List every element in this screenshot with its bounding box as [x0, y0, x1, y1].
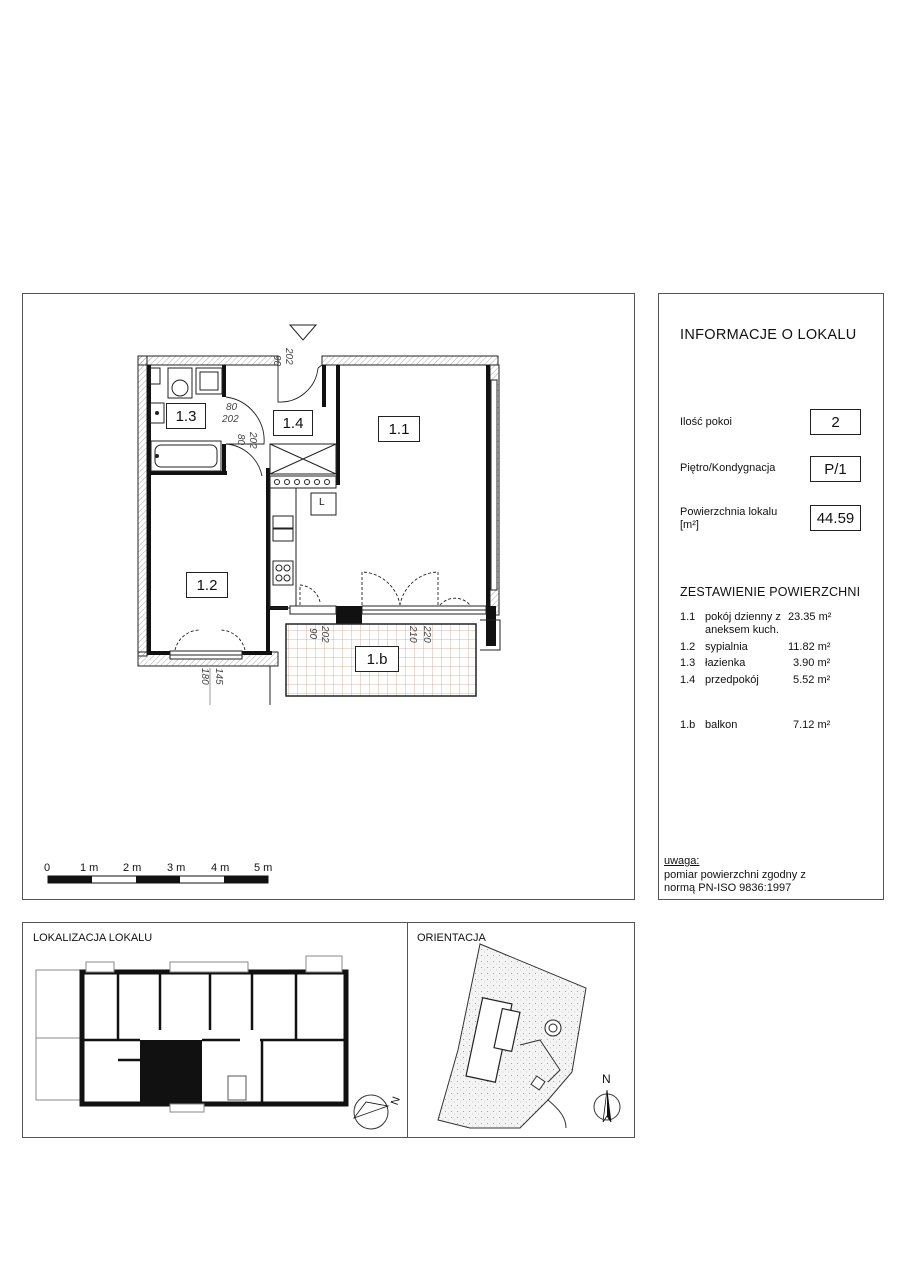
summary-row-name: przedpokój	[705, 674, 759, 686]
big-door-height: 220	[421, 626, 432, 643]
summary-row-name: balkon	[705, 719, 738, 731]
summary-row-area: 7.12 m²	[793, 719, 831, 731]
summary-row-name: łazienka	[705, 657, 746, 669]
rooms-label: Ilość pokoi	[680, 416, 732, 428]
windows	[170, 380, 497, 659]
orientation-compass-icon	[594, 1090, 620, 1122]
area-label-1: Powierzchnia lokalu	[680, 506, 778, 518]
summary-row-num: 1.3	[680, 657, 696, 669]
orientation-title: ORIENTACJA	[417, 932, 486, 944]
balcony-door-width: 90	[307, 628, 318, 640]
bath-door-width: 80	[226, 402, 238, 413]
summary-row-name: sypialnia	[705, 641, 748, 653]
location-site-plan	[36, 956, 346, 1112]
rooms-value: 2	[810, 409, 861, 435]
scale-label-0: 0	[44, 862, 51, 874]
entrance-marker	[290, 325, 316, 340]
scale-label-2: 2 m	[123, 862, 142, 874]
summary-row-area: 3.90 m²	[793, 657, 831, 669]
area-label-2: [m²]	[680, 519, 699, 531]
note-label: uwaga:	[664, 855, 700, 867]
room-label-1-3: 1.3	[166, 403, 206, 429]
entry-door-height: 202	[283, 348, 294, 365]
floor-value: P/1	[810, 456, 861, 482]
summary-row-area: 5.52 m²	[793, 674, 831, 686]
floor-label: Piętro/Kondygnacja	[680, 462, 776, 474]
window-dim-b: 145	[213, 668, 224, 685]
bed-door-height: 202	[247, 432, 258, 449]
big-door-width: 210	[407, 626, 418, 643]
balcony-door-height: 202	[319, 626, 330, 643]
summary-title: ZESTAWIENIE POWIERZCHNI	[680, 585, 861, 599]
orientation-site-plan	[438, 944, 586, 1128]
summary-row-num: 1.1	[680, 611, 696, 623]
bath-door-height: 202	[222, 414, 239, 425]
bed-door-width: 80	[235, 434, 246, 446]
summary-row-num: 1.4	[680, 674, 696, 686]
area-value: 44.59	[810, 505, 861, 531]
location-compass-n: N	[388, 1095, 403, 1107]
window-dim-a: 180	[199, 668, 210, 685]
scale-label-5: 5 m	[254, 862, 273, 874]
scale-label-4: 4 m	[211, 862, 230, 874]
note-line-2: normą PN-ISO 9836:1997	[664, 882, 792, 894]
entry-door-width: 90	[271, 355, 282, 367]
location-compass-icon	[354, 1095, 388, 1129]
summary-row-area: 11.82 m²	[788, 641, 831, 653]
orientation-compass-n: N	[602, 1072, 611, 1086]
summary-row-name: pokój dzienny z	[705, 611, 781, 623]
scale-label-1: 1 m	[80, 862, 99, 874]
summary-row-num: 1.2	[680, 641, 696, 653]
room-label-1-4: 1.4	[273, 410, 313, 436]
summary-row-num: 1.b	[680, 719, 696, 731]
room-label-1-2: 1.2	[186, 572, 228, 598]
scale-label-3: 3 m	[167, 862, 186, 874]
room-label-1-b: 1.b	[355, 646, 399, 672]
scale-bar	[48, 876, 268, 883]
summary-row-name-2: aneksem kuch.	[705, 624, 779, 636]
location-title: LOKALIZACJA LOKALU	[33, 932, 153, 944]
room-label-1-1: 1.1	[378, 416, 420, 442]
summary-row-area: 23.35 m²	[788, 611, 832, 623]
note-line-1: pomiar powierzchni zgodny z	[664, 869, 806, 881]
info-title: INFORMACJE O LOKALU	[680, 327, 857, 343]
fridge-label: L	[319, 497, 325, 508]
kitchen-fixtures	[270, 444, 336, 608]
